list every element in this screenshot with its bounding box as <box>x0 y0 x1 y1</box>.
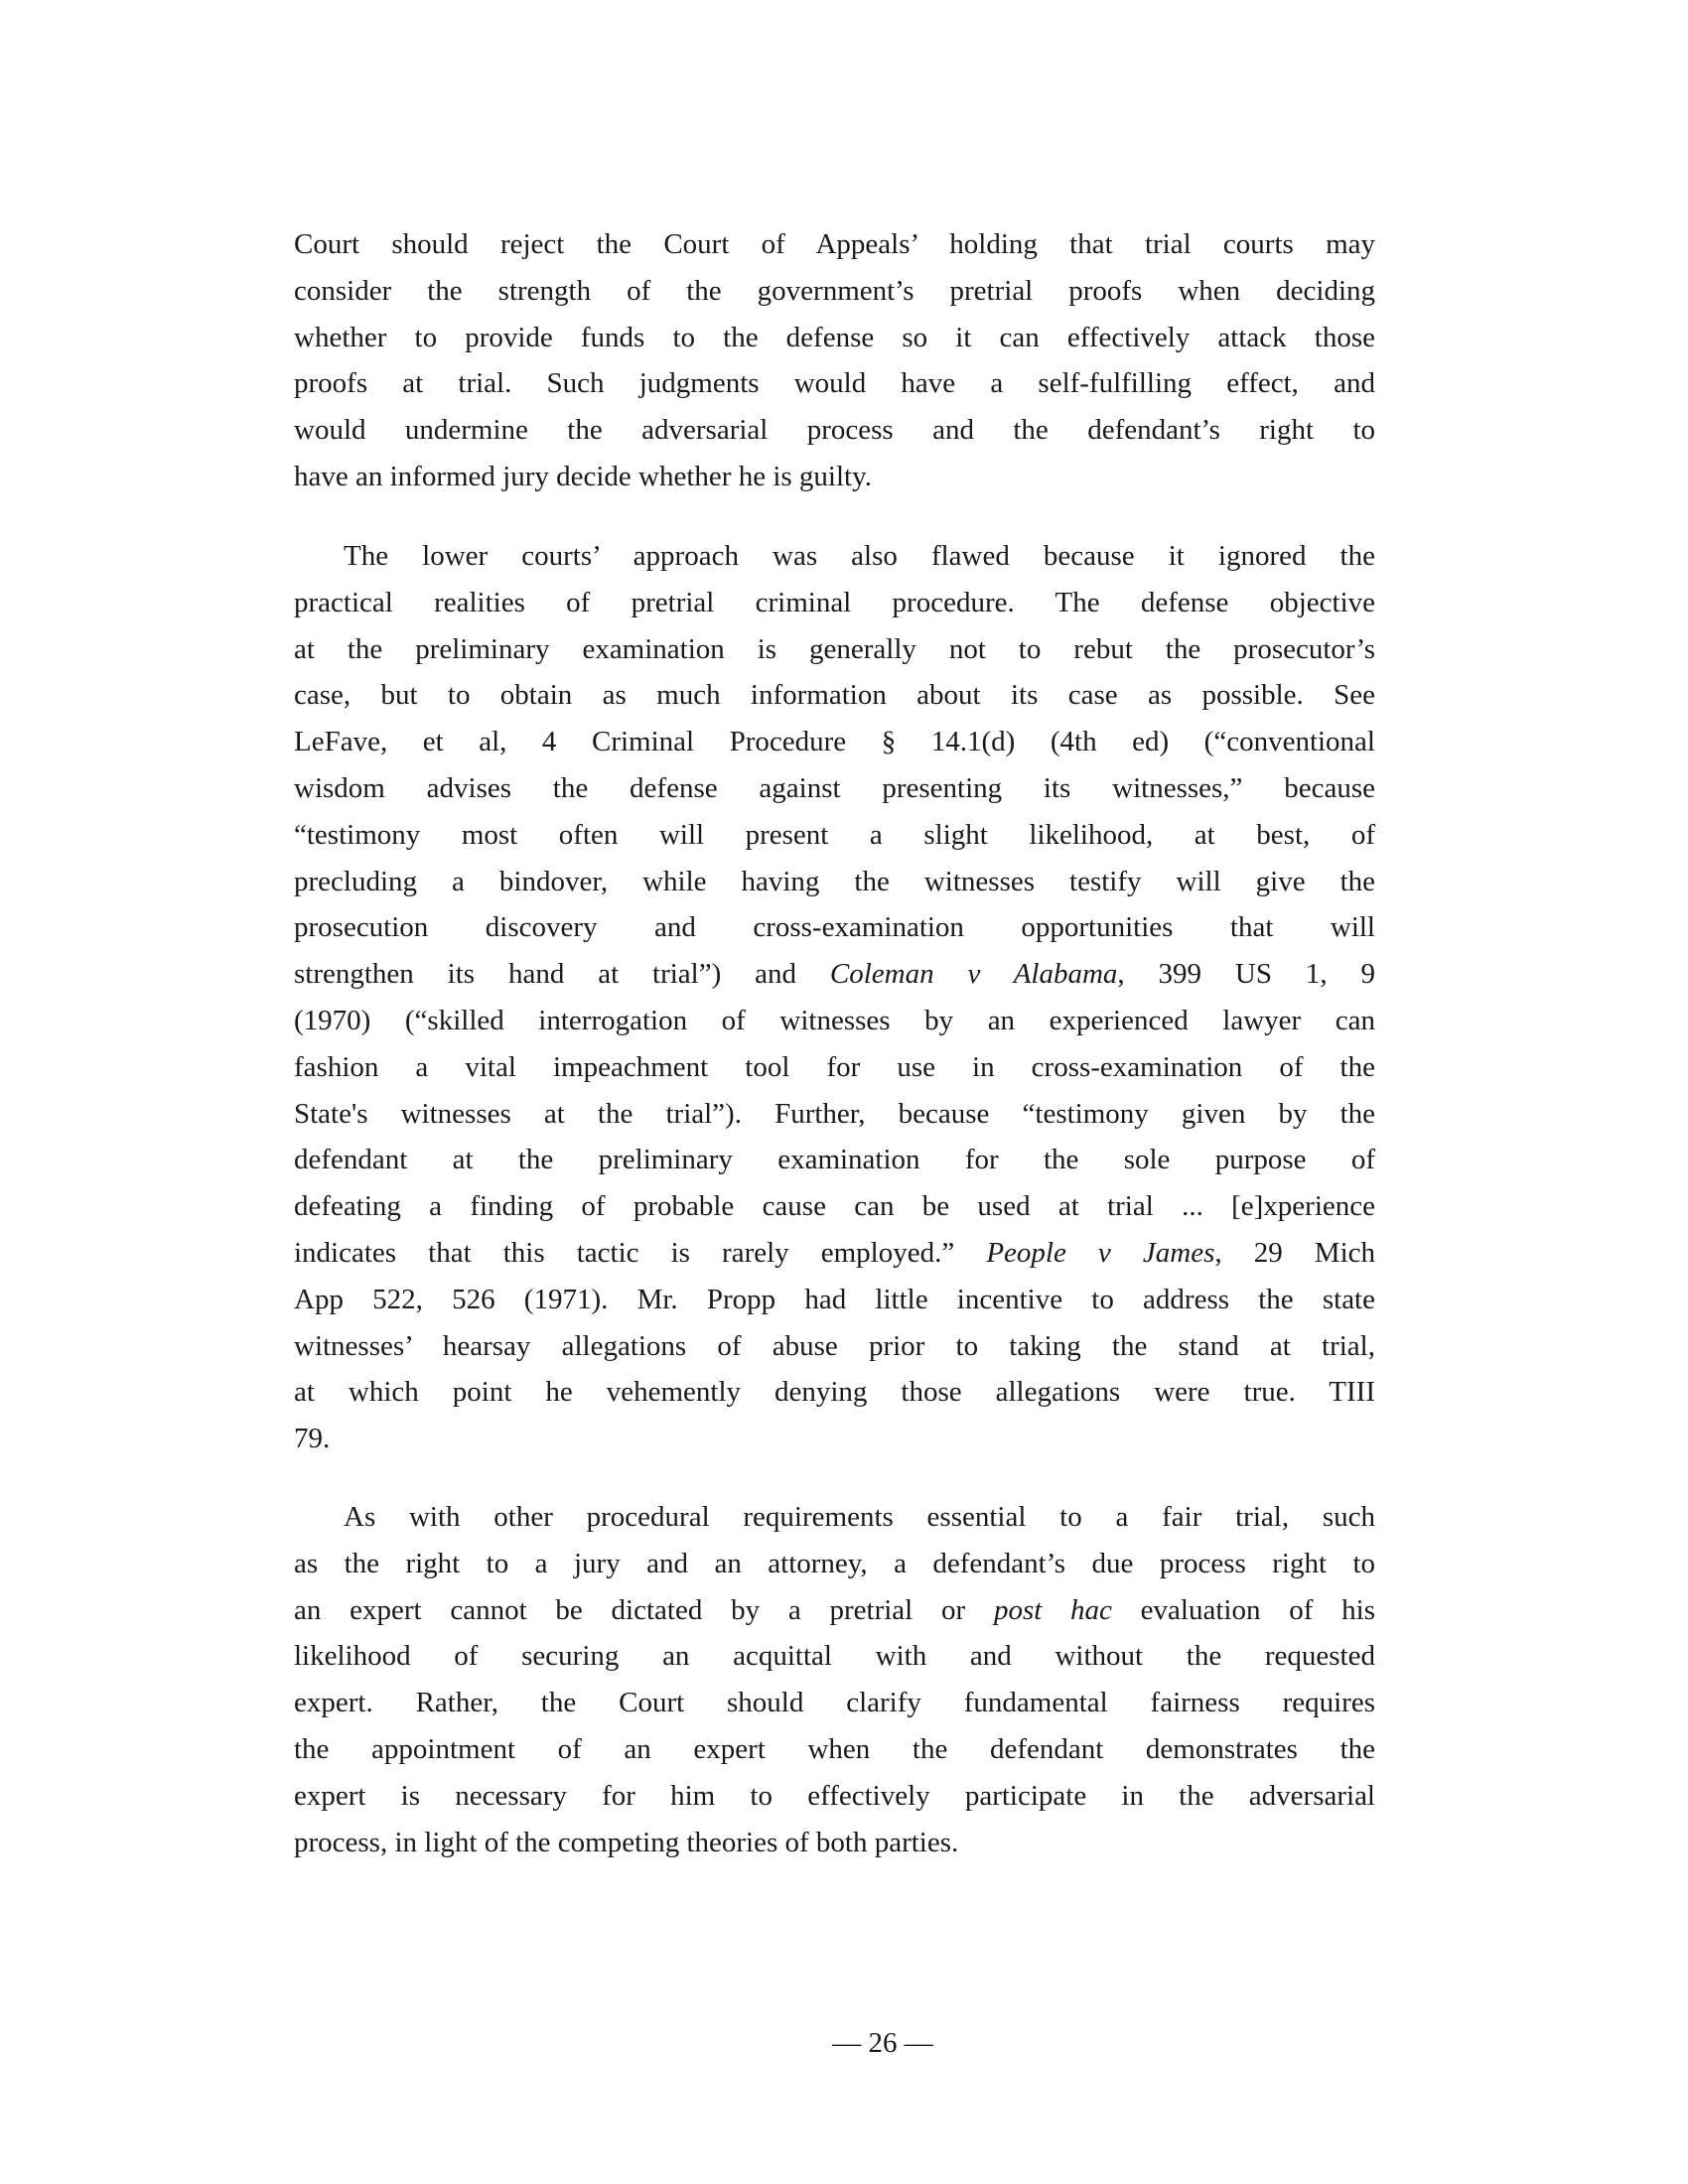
text-line <box>294 315 1375 361</box>
text-segment: App 522, 526 (1971). Mr. Propp had little incentive to address the state <box>294 1283 1375 1315</box>
text-line <box>294 859 1375 905</box>
paragraph <box>294 533 1375 1462</box>
text-line <box>294 1726 1375 1773</box>
text-segment: the appointment of an expert when the defendant demonstrates the <box>294 1732 1375 1765</box>
text-line <box>294 1323 1375 1370</box>
text-segment: 79. <box>294 1423 331 1455</box>
paragraph <box>294 1494 1375 1865</box>
text-segment: defendant at the preliminary examination for the sole purpose of <box>294 1144 1375 1176</box>
text-line <box>294 1587 1375 1634</box>
text-segment: whether to provide funds to the defense so it can effectively attack those <box>294 321 1375 353</box>
text-segment: at which point he vehemently denying those allegations were true. TIII <box>294 1376 1375 1409</box>
text-segment: evaluation of his <box>1111 1593 1376 1626</box>
page-number: — 26 — <box>832 2027 933 2059</box>
text-segment: case, but to obtain as much information about its case as possible. See <box>294 679 1375 712</box>
text-line <box>294 951 1375 998</box>
text-segment: would undermine the adversarial process and the defendant’s right to <box>294 414 1375 447</box>
paragraph <box>294 221 1375 500</box>
text-segment: process, in light of the competing theories of both parties. <box>294 1826 959 1858</box>
text-segment: as the right to a jury and an attorney, a defendant’s due process right to <box>294 1547 1375 1579</box>
text-line <box>294 1416 1375 1462</box>
text-segment: an expert cannot be dictated by a pretrial or <box>294 1593 994 1626</box>
text-segment: , 29 Mich <box>1214 1236 1376 1269</box>
text-segment: As with other procedural requirements essential to a fair trial, such <box>344 1501 1375 1533</box>
text-segment: expert. Rather, the Court should clarify fundamental fairness requires <box>294 1687 1375 1719</box>
text-segment: expert is necessary for him to effectively participate in the adversarial <box>294 1779 1375 1812</box>
text-segment: precluding a bindover, while having the witnesses testify will give the <box>294 865 1375 897</box>
text-line <box>294 407 1375 454</box>
case-citation: post hac <box>993 1593 1112 1626</box>
text-line <box>294 1773 1375 1820</box>
text-segment: proofs at trial. Such judgments would have a self-fulfilling effect, and <box>294 367 1375 400</box>
text-line <box>294 1820 1375 1866</box>
text-line <box>294 1633 1375 1680</box>
text-segment: consider the strength of the government’s pretrial proofs when deciding <box>294 274 1375 307</box>
text-segment: strengthen its hand at trial”) and <box>294 958 830 991</box>
text-segment: , 399 US 1, 9 <box>1117 958 1376 991</box>
text-line <box>294 1369 1375 1416</box>
text-line <box>294 626 1375 673</box>
text-line <box>294 1277 1375 1323</box>
text-line <box>294 1137 1375 1183</box>
text-segment: LeFave, et al, 4 Criminal Procedure § 14.1(d) (4th ed) (“conventional <box>294 726 1375 758</box>
text-line <box>294 719 1375 765</box>
text-line <box>294 221 1375 268</box>
text-line <box>294 1183 1375 1230</box>
text-line <box>294 998 1375 1044</box>
text-line <box>294 765 1375 812</box>
text-line <box>294 360 1375 407</box>
text-segment: (1970) (“skilled interrogation of witnesses by an experienced lawyer can <box>294 1004 1375 1036</box>
text-line <box>294 1230 1375 1277</box>
text-line <box>294 533 1375 580</box>
text-line <box>294 1044 1375 1091</box>
text-line <box>294 904 1375 951</box>
text-segment: have an informed jury decide whether he is guilty. <box>294 460 872 492</box>
text-segment: fashion a vital impeachment tool for use in cross-examination of the <box>294 1050 1375 1083</box>
text-segment: indicates that this tactic is rarely employed.” <box>294 1236 987 1269</box>
text-segment: practical realities of pretrial criminal procedure. The defense objective <box>294 586 1375 618</box>
text-segment: State's witnesses at the trial”). Further, because “testimony given by the <box>294 1097 1375 1130</box>
text-segment: likelihood of securing an acquittal with and without the requested <box>294 1640 1375 1673</box>
text-segment: prosecution discovery and cross-examination opportunities that will <box>294 911 1375 944</box>
text-segment: Court should reject the Court of Appeals’ holding that trial courts may <box>294 228 1375 260</box>
text-segment: defeating a finding of probable cause can be used at trial ... [e]xperience <box>294 1190 1375 1223</box>
text-line <box>294 268 1375 315</box>
text-segment: at the preliminary examination is generally not to rebut the prosecutor’s <box>294 632 1375 665</box>
text-line <box>294 1680 1375 1726</box>
text-line <box>294 1091 1375 1138</box>
text-line <box>294 672 1375 719</box>
text-segment: witnesses’ hearsay allegations of abuse prior to taking the stand at trial, <box>294 1329 1375 1362</box>
text-segment: The lower courts’ approach was also flawed because it ignored the <box>344 540 1375 572</box>
case-citation: People v James <box>986 1236 1215 1269</box>
text-line <box>294 580 1375 626</box>
text-segment: “testimony most often will present a slight likelihood, at best, of <box>294 818 1375 851</box>
case-citation: Coleman v Alabama <box>829 958 1118 991</box>
text-line <box>294 812 1375 859</box>
text-line <box>294 1541 1375 1587</box>
text-segment: wisdom advises the defense against presenting its witnesses,” because <box>294 771 1375 804</box>
text-line <box>294 454 1375 500</box>
text-line <box>294 1494 1375 1541</box>
